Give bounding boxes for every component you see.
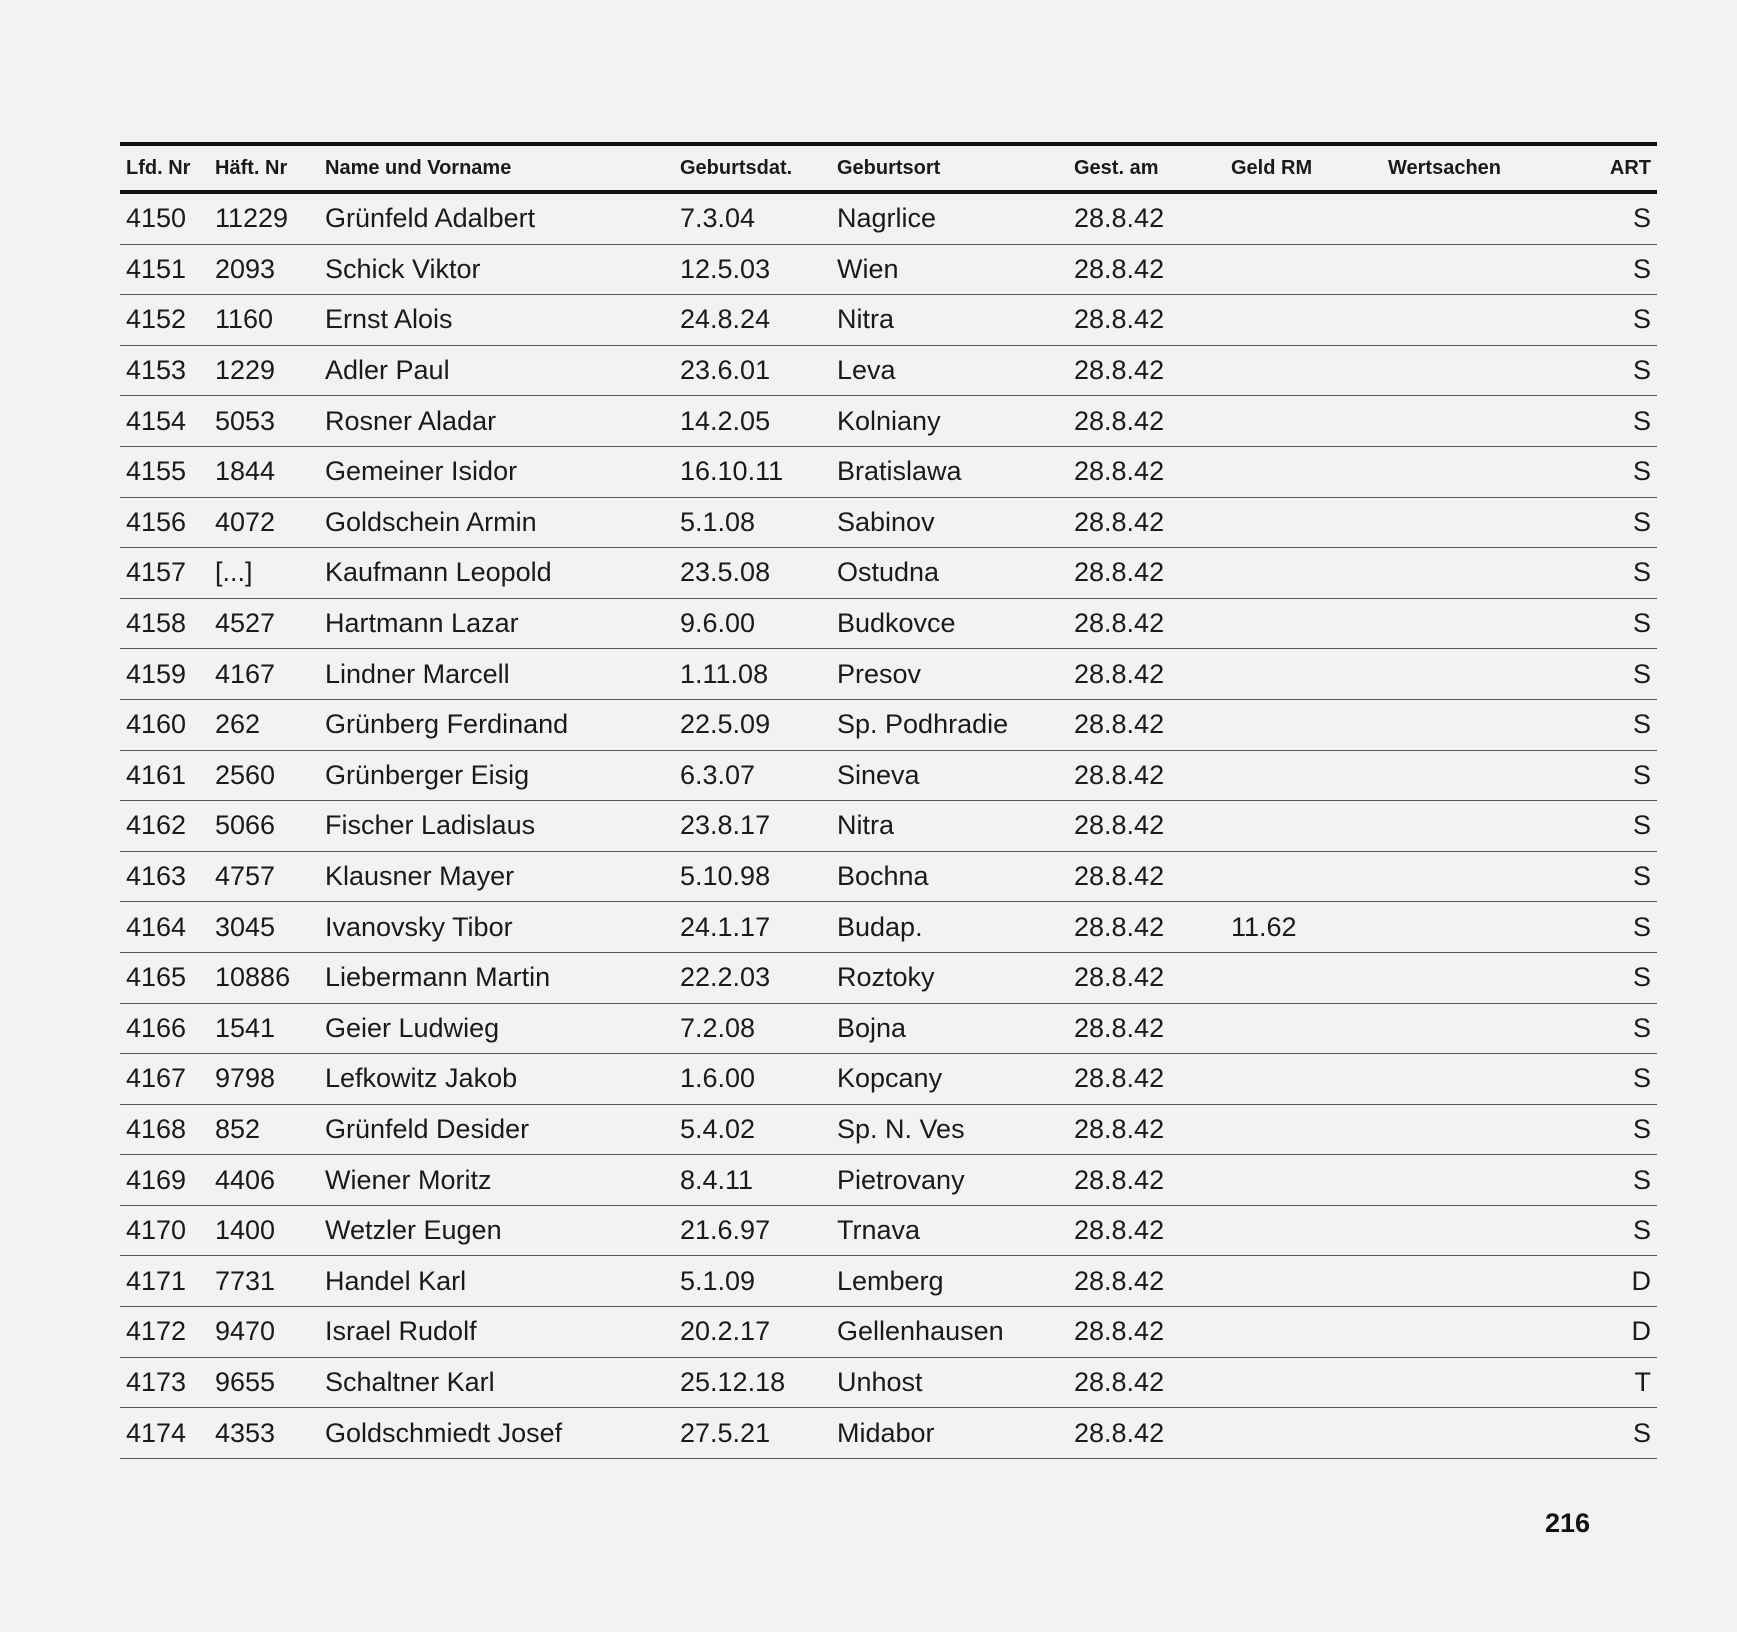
cell-gest-am: 28.8.42 — [1074, 1012, 1165, 1043]
cell-geburtsort: Nitra — [837, 810, 895, 841]
header-haeft-nr: Häft. Nr — [215, 156, 288, 179]
table-row — [120, 447, 1657, 498]
cell-gest-am: 28.8.42 — [1074, 456, 1165, 487]
table-row — [120, 1256, 1657, 1307]
table-row — [120, 396, 1657, 447]
cell-name: Goldschmiedt Josef — [325, 1417, 563, 1448]
cell-lfd-nr: 4158 — [126, 608, 187, 639]
cell-lfd-nr: 4154 — [126, 405, 187, 436]
cell-gest-am: 28.8.42 — [1074, 253, 1165, 284]
table-row — [120, 801, 1657, 852]
cell-name: Hartmann Lazar — [325, 608, 519, 639]
cell-geburtsort: Sabinov — [837, 506, 935, 537]
cell-geburtsdat: 22.2.03 — [680, 962, 771, 993]
cell-art: T — [1634, 1366, 1651, 1397]
cell-gest-am: 28.8.42 — [1074, 1113, 1165, 1144]
cell-gest-am: 28.8.42 — [1074, 1063, 1165, 1094]
cell-gest-am: 28.8.42 — [1074, 1164, 1165, 1195]
cell-name: Wetzler Eugen — [325, 1215, 502, 1246]
cell-art: S — [1632, 1012, 1651, 1043]
header-geburtsort: Geburtsort — [837, 156, 941, 179]
cell-art: S — [1632, 1417, 1651, 1448]
cell-lfd-nr: 4161 — [126, 759, 187, 790]
cell-gest-am: 28.8.42 — [1074, 557, 1165, 588]
table-row — [120, 902, 1657, 953]
cell-geburtsort: Budap. — [837, 911, 923, 942]
cell-haeft-nr: 2560 — [215, 759, 276, 790]
cell-haeft-nr: 9470 — [215, 1316, 276, 1347]
cell-lfd-nr: 4167 — [126, 1063, 187, 1094]
cell-geburtsort: Kolniany — [837, 405, 941, 436]
cell-name: Ivanovsky Tibor — [325, 911, 513, 942]
cell-gest-am: 28.8.42 — [1074, 962, 1165, 993]
cell-name: Grünberger Eisig — [325, 759, 530, 790]
cell-name: Lindner Marcell — [325, 658, 510, 689]
cell-geburtsdat: 8.4.11 — [680, 1164, 754, 1195]
cell-geburtsdat: 23.5.08 — [680, 557, 771, 588]
cell-gest-am: 28.8.42 — [1074, 1265, 1165, 1296]
cell-lfd-nr: 4152 — [126, 304, 187, 335]
cell-haeft-nr: [...] — [215, 557, 253, 588]
table-row — [120, 1105, 1657, 1156]
table-row — [120, 295, 1657, 346]
cell-name: Gemeiner Isidor — [325, 456, 518, 487]
cell-gest-am: 28.8.42 — [1074, 911, 1165, 942]
cell-geburtsdat: 7.3.04 — [680, 203, 756, 234]
cell-art: S — [1632, 1113, 1651, 1144]
cell-geburtsort: Bochna — [837, 861, 929, 892]
cell-name: Lefkowitz Jakob — [325, 1063, 518, 1094]
cell-art: S — [1632, 1063, 1651, 1094]
cell-geburtsdat: 27.5.21 — [680, 1417, 771, 1448]
cell-lfd-nr: 4151 — [126, 253, 187, 284]
table-row — [120, 649, 1657, 700]
cell-lfd-nr: 4156 — [126, 506, 187, 537]
cell-art: S — [1632, 658, 1651, 689]
cell-lfd-nr: 4165 — [126, 962, 187, 993]
cell-lfd-nr: 4166 — [126, 1012, 187, 1043]
cell-haeft-nr: 9798 — [215, 1063, 276, 1094]
cell-gest-am: 28.8.42 — [1074, 405, 1165, 436]
cell-lfd-nr: 4157 — [126, 557, 187, 588]
cell-art: S — [1632, 456, 1651, 487]
cell-gest-am: 28.8.42 — [1074, 1417, 1165, 1448]
cell-gest-am: 28.8.42 — [1074, 304, 1165, 335]
cell-art: S — [1632, 810, 1651, 841]
cell-gest-am: 28.8.42 — [1074, 608, 1165, 639]
cell-art: S — [1632, 861, 1651, 892]
cell-haeft-nr: 4527 — [215, 608, 276, 639]
page-number: 216 — [1544, 1508, 1590, 1538]
cell-lfd-nr: 4153 — [126, 355, 187, 386]
table-body — [120, 194, 1657, 1459]
cell-geburtsort: Trnava — [837, 1215, 921, 1246]
cell-haeft-nr: 2093 — [215, 253, 276, 284]
cell-gest-am: 28.8.42 — [1074, 1316, 1165, 1347]
cell-name: Grünberg Ferdinand — [325, 709, 569, 740]
cell-art: S — [1632, 557, 1651, 588]
cell-geburtsort: Midabor — [837, 1417, 935, 1448]
cell-geburtsort: Kopcany — [837, 1063, 943, 1094]
cell-geburtsort: Unhost — [837, 1366, 923, 1397]
cell-geburtsort: Presov — [837, 658, 922, 689]
cell-art: S — [1632, 1215, 1651, 1246]
cell-haeft-nr: 1160 — [215, 304, 274, 335]
table-row — [120, 599, 1657, 650]
cell-haeft-nr: 1541 — [215, 1012, 276, 1043]
cell-geburtsort: Lemberg — [837, 1265, 944, 1296]
cell-geburtsdat: 23.6.01 — [680, 355, 771, 386]
cell-geburtsort: Budkovce — [837, 608, 956, 639]
cell-geburtsort: Sp. Podhradie — [837, 709, 1009, 740]
cell-geburtsort: Wien — [837, 253, 899, 284]
cell-haeft-nr: 3045 — [215, 911, 276, 942]
cell-haeft-nr: 1229 — [215, 355, 276, 386]
cell-name: Handel Karl — [325, 1265, 467, 1296]
table-row — [120, 498, 1657, 549]
cell-haeft-nr: 4167 — [215, 658, 276, 689]
cell-art: S — [1632, 304, 1651, 335]
cell-haeft-nr: 4353 — [215, 1417, 276, 1448]
cell-lfd-nr: 4162 — [126, 810, 187, 841]
cell-geburtsdat: 20.2.17 — [680, 1316, 771, 1347]
cell-geburtsdat: 12.5.03 — [680, 253, 771, 284]
cell-haeft-nr: 4757 — [215, 861, 276, 892]
cell-haeft-nr: 1844 — [215, 456, 276, 487]
cell-geburtsort: Leva — [837, 355, 896, 386]
cell-lfd-nr: 4172 — [126, 1316, 187, 1347]
cell-name: Schaltner Karl — [325, 1366, 495, 1397]
cell-name: Adler Paul — [325, 355, 450, 386]
cell-name: Grünfeld Adalbert — [325, 203, 536, 234]
cell-geburtsdat: 6.3.07 — [680, 759, 756, 790]
cell-geburtsdat: 1.11.08 — [680, 658, 769, 689]
cell-haeft-nr: 10886 — [215, 962, 291, 993]
cell-art: D — [1631, 1265, 1651, 1296]
cell-geburtsort: Pietrovany — [837, 1164, 965, 1195]
cell-geld-rm: 11.62 — [1231, 911, 1297, 942]
cell-haeft-nr: 852 — [215, 1113, 261, 1144]
cell-haeft-nr: 9655 — [215, 1366, 276, 1397]
cell-lfd-nr: 4163 — [126, 861, 187, 892]
cell-geburtsort: Ostudna — [837, 557, 940, 588]
cell-geburtsdat: 5.1.09 — [680, 1265, 756, 1296]
cell-gest-am: 28.8.42 — [1074, 506, 1165, 537]
cell-geburtsdat: 9.6.00 — [680, 608, 756, 639]
cell-lfd-nr: 4173 — [126, 1366, 187, 1397]
cell-name: Liebermann Martin — [325, 962, 551, 993]
cell-geburtsdat: 25.12.18 — [680, 1366, 786, 1397]
table-row — [120, 700, 1657, 751]
cell-geburtsdat: 7.2.08 — [680, 1012, 756, 1043]
cell-lfd-nr: 4170 — [126, 1215, 187, 1246]
cell-gest-am: 28.8.42 — [1074, 709, 1165, 740]
cell-haeft-nr: 4406 — [215, 1164, 276, 1195]
cell-lfd-nr: 4160 — [126, 709, 187, 740]
cell-lfd-nr: 4169 — [126, 1164, 187, 1195]
cell-name: Fischer Ladislaus — [325, 810, 536, 841]
table-header-row — [120, 146, 1657, 194]
cell-geburtsort: Bojna — [837, 1012, 907, 1043]
cell-gest-am: 28.8.42 — [1074, 1366, 1165, 1397]
cell-name: Klausner Mayer — [325, 861, 515, 892]
table-row — [120, 194, 1657, 245]
cell-gest-am: 28.8.42 — [1074, 810, 1165, 841]
cell-haeft-nr: 1400 — [215, 1215, 276, 1246]
cell-name: Kaufmann Leopold — [325, 557, 552, 588]
cell-geburtsdat: 1.6.00 — [680, 1063, 756, 1094]
cell-art: S — [1632, 911, 1651, 942]
cell-geburtsdat: 22.5.09 — [680, 709, 771, 740]
cell-geburtsort: Nagrlice — [837, 203, 937, 234]
table-row — [120, 1307, 1657, 1358]
table-row — [120, 1004, 1657, 1055]
cell-geburtsdat: 23.8.17 — [680, 810, 771, 841]
cell-geburtsdat: 24.1.17 — [680, 911, 771, 942]
header-geld-rm: Geld RM — [1231, 156, 1313, 179]
cell-name: Goldschein Armin — [325, 506, 537, 537]
cell-geburtsdat: 21.6.97 — [680, 1215, 771, 1246]
cell-art: S — [1632, 506, 1651, 537]
cell-geburtsort: Bratislawa — [837, 456, 962, 487]
cell-gest-am: 28.8.42 — [1074, 203, 1165, 234]
header-wertsachen: Wertsachen — [1388, 156, 1502, 179]
cell-name: Israel Rudolf — [325, 1316, 477, 1347]
table-row — [120, 1206, 1657, 1257]
cell-geburtsort: Roztoky — [837, 962, 935, 993]
cell-art: S — [1632, 759, 1651, 790]
table-row — [120, 1155, 1657, 1206]
cell-name: Wiener Moritz — [325, 1164, 492, 1195]
table-row — [120, 1054, 1657, 1105]
cell-geburtsdat: 5.10.98 — [680, 861, 771, 892]
cell-gest-am: 28.8.42 — [1074, 658, 1165, 689]
table-row — [120, 852, 1657, 903]
cell-lfd-nr: 4171 — [126, 1265, 187, 1296]
cell-art: S — [1632, 355, 1651, 386]
register-table — [120, 142, 1657, 1459]
cell-geburtsdat: 24.8.24 — [680, 304, 771, 335]
table-row — [120, 548, 1657, 599]
cell-gest-am: 28.8.42 — [1074, 1215, 1165, 1246]
cell-haeft-nr: 4072 — [215, 506, 276, 537]
cell-gest-am: 28.8.42 — [1074, 759, 1165, 790]
table-row — [120, 1358, 1657, 1409]
cell-geburtsort: Gellenhausen — [837, 1316, 1004, 1347]
cell-art: S — [1632, 709, 1651, 740]
cell-haeft-nr: 11229 — [215, 203, 289, 234]
cell-geburtsort: Sp. N. Ves — [837, 1113, 965, 1144]
cell-haeft-nr: 5053 — [215, 405, 276, 436]
cell-lfd-nr: 4150 — [126, 203, 187, 234]
header-name: Name und Vorname — [325, 156, 512, 179]
cell-name: Ernst Alois — [325, 304, 453, 335]
cell-geburtsdat: 5.4.02 — [680, 1113, 756, 1144]
table-row — [120, 751, 1657, 802]
cell-gest-am: 28.8.42 — [1074, 861, 1165, 892]
header-geburtsdat: Geburtsdat. — [680, 156, 793, 179]
cell-name: Geier Ludwieg — [325, 1012, 500, 1043]
cell-art: D — [1631, 1316, 1651, 1347]
cell-lfd-nr: 4174 — [126, 1417, 187, 1448]
header-lfd-nr: Lfd. Nr — [126, 156, 191, 179]
cell-art: S — [1632, 405, 1651, 436]
table-row — [120, 953, 1657, 1004]
header-gest-am: Gest. am — [1074, 156, 1159, 179]
cell-name: Schick Viktor — [325, 253, 481, 284]
cell-geburtsort: Nitra — [837, 304, 895, 335]
cell-art: S — [1632, 1164, 1651, 1195]
cell-geburtsdat: 14.2.05 — [680, 405, 771, 436]
header-art: ART — [1609, 156, 1651, 179]
cell-geburtsdat: 5.1.08 — [680, 506, 756, 537]
cell-art: S — [1632, 962, 1651, 993]
cell-haeft-nr: 262 — [215, 709, 261, 740]
cell-gest-am: 28.8.42 — [1074, 355, 1165, 386]
cell-lfd-nr: 4159 — [126, 658, 187, 689]
cell-art: S — [1632, 253, 1651, 284]
cell-lfd-nr: 4168 — [126, 1113, 187, 1144]
cell-lfd-nr: 4155 — [126, 456, 187, 487]
table-row — [120, 1408, 1657, 1459]
table-row — [120, 245, 1657, 296]
cell-name: Grünfeld Desider — [325, 1113, 530, 1144]
cell-haeft-nr: 7731 — [215, 1265, 276, 1296]
cell-art: S — [1632, 203, 1651, 234]
table-row — [120, 346, 1657, 397]
cell-name: Rosner Aladar — [325, 405, 497, 436]
cell-geburtsdat: 16.10.11 — [680, 456, 784, 487]
cell-geburtsort: Sineva — [837, 759, 920, 790]
cell-lfd-nr: 4164 — [126, 911, 187, 942]
cell-art: S — [1632, 608, 1651, 639]
cell-haeft-nr: 5066 — [215, 810, 276, 841]
